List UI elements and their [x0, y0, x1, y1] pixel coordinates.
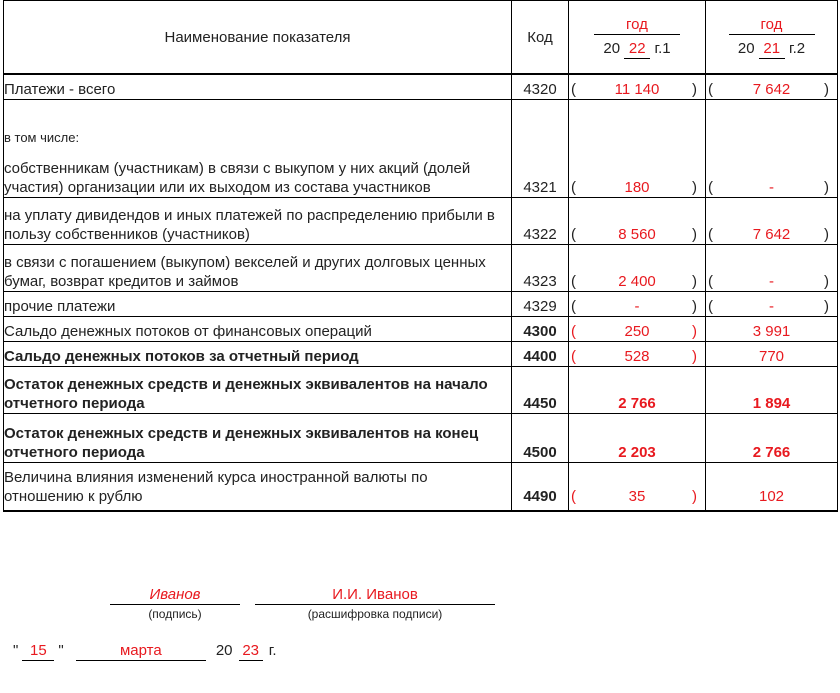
signature-block [110, 586, 240, 621]
header-code: Код [512, 1, 569, 75]
subtotal-label: в том числе: [4, 129, 80, 145]
row-code: 4323 [512, 244, 569, 291]
row-value-2: 2 766 [752, 443, 791, 461]
table-row: Платежи - всего 4320 ( 11 140 ) ( 7 642 ) [4, 74, 838, 99]
row-code: 4500 [512, 413, 569, 462]
row-name: собственникам (участникам) в связи с выкупом у них акций (долей участия) организации или их выходом из состава участников [4, 159, 471, 196]
row-value-1: 2 766 [618, 394, 656, 412]
row-name: Платежи - всего [4, 74, 512, 99]
table-row: в связи с погашением (выкупом) векселей и других долговых ценных бумаг, возврат кредитов и займов 4323 ( 2 400 ) ( - ) [4, 244, 838, 291]
row-value-1: 8 560 [618, 225, 656, 243]
signature-caption: (подпись) [148, 607, 202, 621]
year-label: год [594, 16, 680, 35]
row-value-1: - [634, 297, 640, 315]
row-name: Сальдо денежных потоков за отчетный период [4, 341, 512, 366]
row-value-1: 2 203 [618, 443, 656, 461]
row-value-2: 770 [758, 347, 785, 365]
row-code: 4329 [512, 291, 569, 316]
row-name: Сальдо денежных потоков от финансовых операций [4, 316, 512, 341]
year-value: 22 [624, 39, 650, 59]
row-value-1: 180 [624, 178, 650, 196]
row-value-2: 102 [758, 488, 785, 505]
cash-flow-table [3, 0, 838, 512]
header-name: Наименование показателя [4, 1, 512, 75]
table-header [4, 1, 838, 75]
row-value-2: 7 642 [752, 80, 791, 98]
table-row [4, 366, 838, 413]
row-name: в связи с погашением (выкупом) векселей и других долговых ценных бумаг, возврат кредитов и займов [4, 244, 512, 291]
row-value-2: 1 894 [752, 394, 791, 412]
signature-name-caption: (расшифровка подписи) [307, 607, 443, 621]
row-value-2: - [769, 272, 774, 290]
row-name: на уплату дивидендов и иных платежей по распределению прибыли в пользу собственников (участников) [4, 197, 512, 244]
table-row: Величина влияния изменений курса иностранной валюты по отношению к рублю 4490 ( 35 ) 102 [4, 462, 838, 511]
table-row: Сальдо денежных потоков от финансовых операций 4300 ( 250 ) 3 991 [4, 316, 838, 341]
row-name: прочие платежи [4, 291, 512, 316]
table-row: Сальдо денежных потоков за отчетный период 4400 ( 528 ) 770 [4, 341, 838, 366]
row-code: 4450 [512, 366, 569, 413]
row-value-1: 11 140 [614, 80, 660, 98]
row-code: 4400 [512, 341, 569, 366]
row-code: 4321 [512, 99, 569, 197]
signature-value: Иванов [110, 586, 240, 605]
table-row: на уплату дивидендов и иных платежей по распределению прибыли в пользу собственников (участников) 4322 ( 8 560 ) ( 7 642 ) [4, 197, 838, 244]
row-value-2: 7 642 [752, 225, 791, 243]
row-value-2: - [769, 178, 774, 196]
header-year-2: год 20 21 г.2 [706, 1, 838, 75]
signature-name-block [255, 586, 495, 621]
table-row: в том числе: собственникам (участникам) в связи с выкупом у них акций (долей участия) организации или их выходом из состава участников 4321 ( 180 ) ( - ) [4, 99, 838, 197]
row-name: Остаток денежных средств и денежных эквивалентов на начало отчетного периода [4, 366, 512, 413]
row-code: 4300 [512, 316, 569, 341]
table-row: прочие платежи 4329 ( - ) ( - ) [4, 291, 838, 316]
row-value-1: 2 400 [618, 272, 656, 290]
row-name: Величина влияния изменений курса иностранной валюты по отношению к рублю [4, 462, 512, 511]
year-value: 21 [759, 39, 785, 59]
row-code: 4320 [512, 74, 569, 99]
date-year: 23 [239, 642, 263, 661]
row-value-1: 35 [628, 488, 646, 505]
row-value-2: 3 991 [752, 322, 791, 340]
date-day: 15 [22, 642, 54, 661]
row-value-2: - [769, 297, 774, 315]
row-code: 4490 [512, 462, 569, 511]
header-year-1: год 20 22 г.1 [569, 1, 706, 75]
row-value-1: 528 [624, 347, 650, 365]
year-label: год [729, 16, 815, 35]
row-value-1: 250 [624, 322, 650, 340]
signature-name-value: И.И. Иванов [255, 586, 495, 605]
document-date: " 15 " марта 20 23 г. [13, 642, 277, 659]
row-name: Остаток денежных средств и денежных эквивалентов на конец отчетного периода [4, 413, 512, 462]
date-month: марта [76, 642, 206, 661]
table-row [4, 413, 838, 462]
row-code: 4322 [512, 197, 569, 244]
